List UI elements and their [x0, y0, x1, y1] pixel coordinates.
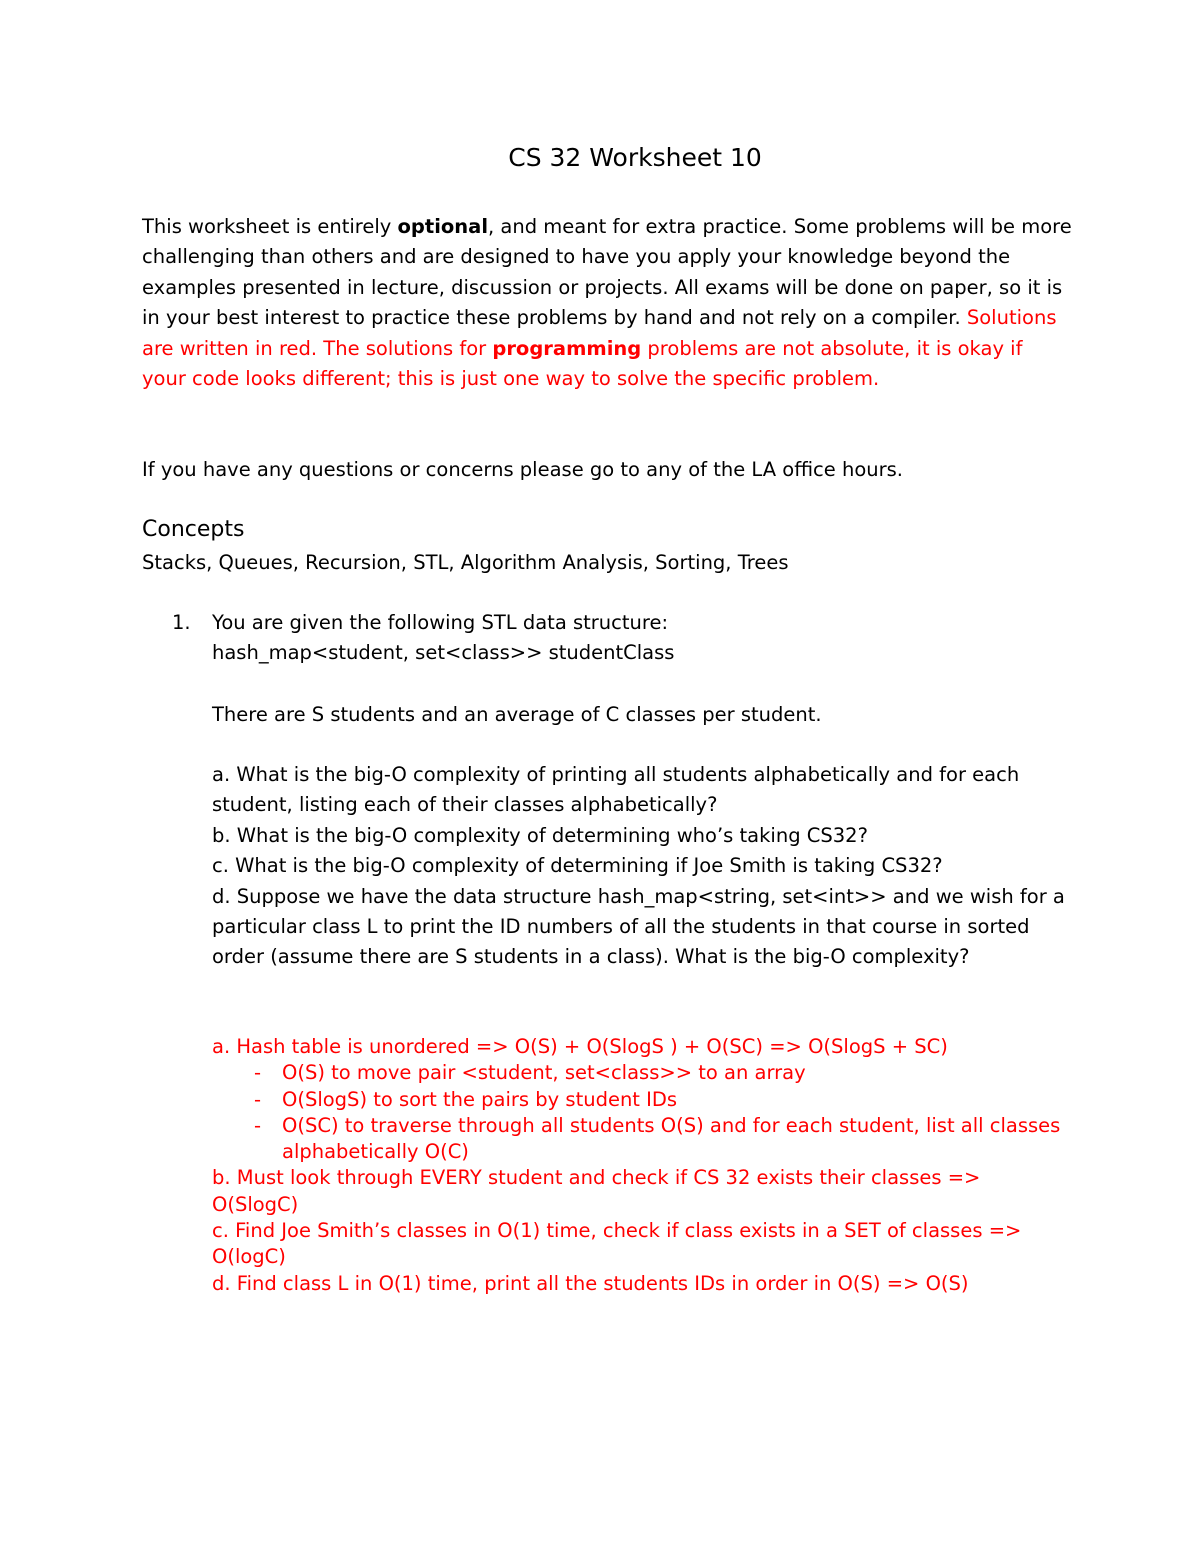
page-title: CS 32 Worksheet 10 [508, 143, 762, 172]
intro-paragraph [142, 212, 1072, 394]
answer-a-bullet-text: O(SlogS) to sort the pairs by student IDs [282, 1087, 678, 1111]
intro-text-2: , and meant for extra practice. Some problems will be more challenging than others and are designed to have you apply your knowledge beyond the examples presented in lecture, discussion or projects. All exams will be done on paper, so it is in your best interest to practice these problems by hand and not rely on a compiler. [142, 215, 1072, 330]
concepts-list: Stacks, Queues, Recursion, STL, Algorithm Analysis, Sorting, Trees [142, 551, 789, 574]
solutions-note-bold: programming [492, 336, 642, 360]
answer-a-bullet [254, 1087, 1072, 1113]
solutions-note-2: problems are not absolute, it is okay if your code looks different; this is just one way to solve the specific problem. [142, 336, 1023, 391]
question-condition: There are S students and an average of C classes per student. [212, 703, 822, 726]
intro-text-1: This worksheet is entirely [142, 215, 398, 238]
bullet-dash: - [254, 1113, 262, 1137]
question-part-a: a. What is the big-O complexity of printing all students alphabetically and for each student, listing each of their classes alphabetically? [212, 763, 1020, 817]
question-part-d: d. Suppose we have the data structure hash_map<string, set<int>> and we wish for a particular class L to print the ID numbers of all the students in that course in sorted order (assume there are S students in a class). What is the big-O complexity? [212, 884, 1065, 969]
answer-d: d. Find class L in O(1) time, print all the students IDs in order in O(S) => O(S) [212, 1271, 969, 1295]
answer-c: c. Find Joe Smith’s classes in O(1) time, check if class exists in a SET of classes => O(logC) [212, 1219, 1022, 1269]
answer-a-bullet [254, 1060, 1072, 1086]
answer-a-bullet [254, 1113, 1072, 1166]
answer-a-bullet-text: O(S) to move pair <student, set<class>> to an array [282, 1061, 806, 1085]
bullet-dash: - [254, 1061, 262, 1085]
bullet-dash: - [254, 1087, 262, 1111]
question-parts [212, 760, 1072, 973]
concepts-heading: Concepts [142, 517, 245, 542]
solutions-note-1: Solutions are written in red. The solutions for [142, 306, 1057, 360]
question-given [212, 608, 1072, 669]
intro-optional-bold: optional [397, 215, 489, 238]
question-part-c: c. What is the big-O complexity of determining if Joe Smith is taking CS32? [212, 854, 943, 878]
contact-paragraph: If you have any questions or concerns please go to any of the LA office hours. [142, 458, 903, 481]
answers-block [212, 1034, 1072, 1297]
question-structure: hash_map<student, set<class>> studentClass [212, 641, 675, 665]
answer-b: b. Must look through EVERY student and check if CS 32 exists their classes => O(SlogC) [212, 1166, 981, 1216]
answer-a-bullet-text: O(SC) to traverse through all students O(S) and for each student, list all classes alphabetically O(C) [282, 1113, 1061, 1164]
question-given-text: You are given the following STL data structure: [212, 611, 669, 634]
answer-a: a. Hash table is unordered => O(S) + O(SlogS ) + O(SC) => O(SlogS + SC) [212, 1035, 948, 1058]
question-part-b: b. What is the big-O complexity of determining who’s taking CS32? [212, 823, 868, 847]
question-number: 1. [172, 611, 191, 634]
